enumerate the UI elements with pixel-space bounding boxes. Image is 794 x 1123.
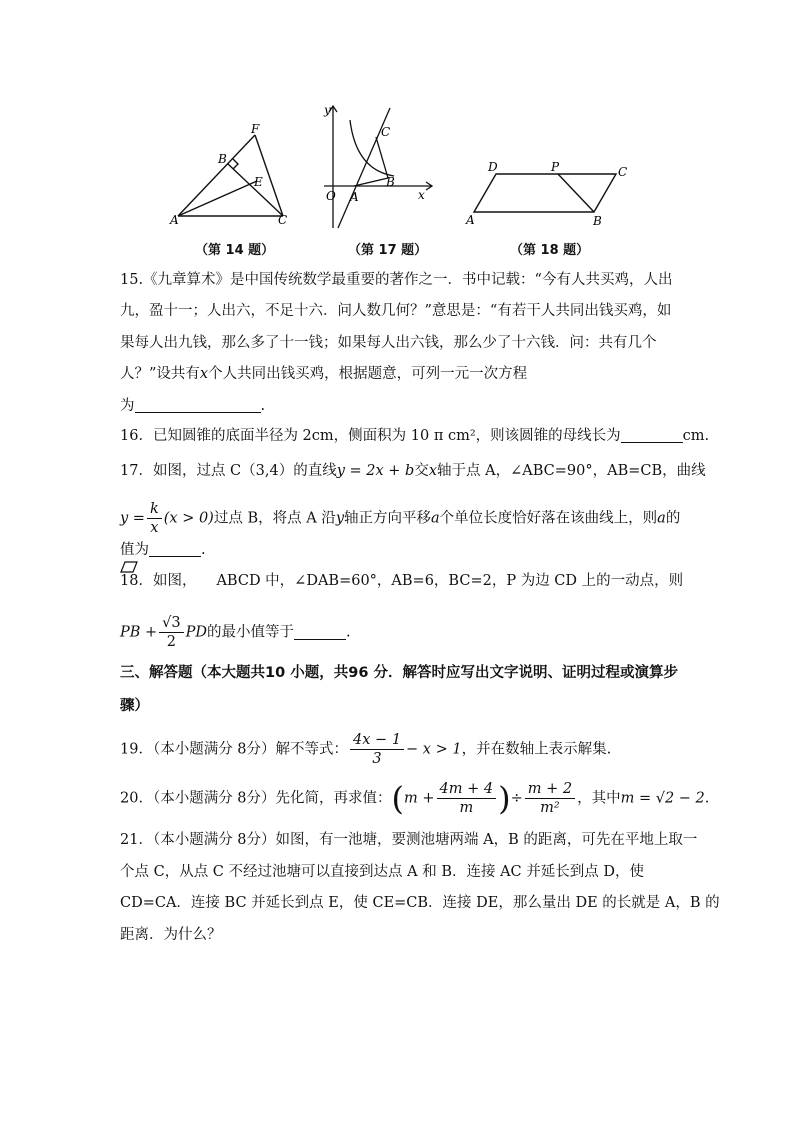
q19-inequality: − x > 1	[406, 741, 462, 758]
q20-text: ，其中	[577, 790, 621, 807]
label-C: C	[381, 125, 391, 139]
q17-a: a	[431, 510, 440, 527]
q16-answer-blank[interactable]	[621, 426, 683, 443]
label-D: D	[488, 160, 498, 174]
label-x: x	[418, 188, 425, 202]
label-F: F	[251, 122, 260, 136]
q15-line2: 九，盈十一；人出六，不足十六．问人数几何？”意思是：“有若干人共同出钱买鸡，如	[120, 303, 672, 319]
q15-line3: 果每人出九钱，那么多了十一钱；如果每人出六钱，那么少了十六钱．问：共有几个	[120, 335, 657, 351]
q17-equation: y = 2x + b	[336, 463, 415, 479]
q21-line1: 21．（本小题满分 8分）如图，有一池塘，要测池塘两端 A，B 的距离，可先在平地上取一	[120, 832, 698, 848]
figure-18	[462, 158, 634, 228]
fraction-numerator: m + 2	[525, 780, 575, 799]
segment-CB	[376, 137, 388, 178]
section3-heading-cont: 骤）	[120, 698, 149, 714]
q18-fraction-sqrt3-over-2	[159, 614, 183, 651]
q17-text: 轴于点 A，∠ABC=90°，AB=CB，曲线	[437, 463, 706, 479]
fraction-denominator: x	[150, 520, 159, 536]
segment-AF	[178, 135, 255, 216]
q21-line2: 个点 C，从点 C 不经过池塘可以直接到达点 A 和 B．连接 AC 并延长到点 D，使	[120, 864, 644, 880]
fraction-denominator: 3	[372, 751, 382, 767]
label-C: C	[618, 165, 628, 179]
label-C: C	[278, 213, 288, 227]
left-paren: (	[391, 779, 405, 818]
caption-14: （第 14 题）	[195, 243, 275, 258]
q17-curve-y: y =	[120, 510, 145, 527]
q17-condition: (x > 0)	[163, 510, 214, 527]
q18-text: 18．如图，	[120, 573, 197, 589]
figure-14	[168, 120, 298, 230]
q18-text: 的最小值等于	[207, 624, 295, 641]
label-B: B	[593, 214, 602, 228]
q17-text: 的	[665, 510, 681, 527]
q16-text: 16．已知圆锥的底面半径为 2cm，侧面积为 10 π cm²，则该圆锥的母线长为	[120, 428, 621, 444]
q18-pb: PB +	[120, 624, 158, 641]
q21-line4: 距离．为什么？	[120, 927, 222, 943]
segment-PB	[558, 174, 594, 212]
q17-text: 值为	[120, 542, 149, 558]
q17-answer-blank[interactable]	[149, 540, 201, 557]
q15-line4	[120, 364, 527, 384]
segment-AE	[178, 181, 257, 216]
q17-text: 交	[414, 463, 429, 479]
q19-text: 19．（本小题满分 8分）解不等式：	[120, 741, 349, 758]
q18-line1	[120, 571, 683, 591]
label-O: O	[326, 189, 336, 203]
q17-x: x	[428, 463, 438, 479]
q17-text: 个单位长度恰好落在该曲线上，则	[439, 510, 658, 527]
q17-text: 轴正方向平移	[344, 510, 432, 527]
q20-m: m +	[404, 790, 435, 807]
q21-line3: CD=CA．连接 BC 并延长到点 E，使 CE=CB．连接 DE，那么量出 DE 的长就是 A，B 的	[120, 895, 720, 911]
q17-line1	[120, 461, 706, 481]
label-A: A	[350, 190, 359, 204]
q20-condition: m = √2 − 2	[620, 790, 705, 807]
label-B: B	[218, 152, 227, 166]
q17-text: 过点 B，将点 A 沿	[213, 510, 336, 527]
q15-answer-blank[interactable]	[135, 396, 261, 413]
q19-text: ，并在数轴上表示解集.	[461, 741, 612, 758]
label-E: E	[254, 175, 263, 189]
fraction-denominator: m	[459, 800, 474, 816]
label-P: P	[551, 160, 560, 174]
fraction-numerator: 4x − 1	[350, 731, 404, 750]
q20-div: ÷	[510, 790, 523, 807]
q18-pd: PD	[185, 624, 208, 641]
q17-text: 17．如图，过点 C（3,4）的直线	[120, 463, 337, 479]
q15-text: 人？”设共有	[120, 366, 200, 382]
q16-unit: cm.	[682, 428, 710, 444]
label-A: A	[466, 213, 475, 227]
q20-text: 20．（本小题满分 8分）先化简，再求值：	[120, 790, 392, 807]
q17-fraction-k-over-x	[147, 500, 162, 537]
q17-a: a	[657, 510, 666, 527]
q15-line1: 15.《九章算术》是中国传统数学最重要的著作之一．书中记载：“今有人共买鸡，人出	[120, 272, 673, 288]
fraction-denominator: m²	[540, 800, 560, 816]
parallelogram-ABCD	[474, 174, 616, 212]
q16-line	[120, 426, 709, 446]
q20-period: .	[704, 790, 710, 807]
q18-period: .	[346, 624, 351, 641]
fraction-numerator: √3	[159, 614, 183, 633]
q20-fraction1	[437, 780, 497, 817]
figure-17	[320, 100, 438, 232]
q18-line2	[120, 614, 351, 651]
section3-heading: 三、解答题（本大题共10 小题，共96 分．解答时应写出文字说明、证明过程或演算步	[120, 665, 678, 681]
label-y: y	[324, 103, 331, 117]
fraction-denominator: 2	[166, 634, 177, 650]
q15-period: .	[260, 398, 266, 414]
q20-fraction2	[525, 780, 575, 817]
label-B: B	[386, 175, 395, 189]
right-angle-mark	[233, 159, 238, 169]
q17-line3	[120, 540, 206, 560]
q15-text: 个人共同出钱买鸡，根据题意，可列一元一次方程	[208, 366, 528, 382]
q15-line5	[120, 396, 265, 416]
q20-line	[120, 780, 709, 817]
q18-text: ABCD 中，∠DAB=60°，AB=6，BC=2，P 为边 CD 上的一动点，则	[216, 573, 684, 589]
fraction-numerator: 4m + 4	[437, 780, 497, 799]
q17-line2	[120, 500, 680, 537]
fraction-numerator: k	[147, 500, 162, 519]
q17-y: y	[335, 510, 345, 527]
q19-line	[120, 731, 611, 768]
q19-fraction	[350, 731, 404, 768]
q18-answer-blank[interactable]	[294, 623, 346, 640]
q15-var-x: x	[199, 366, 209, 382]
label-A: A	[170, 213, 179, 227]
q15-text: 为	[120, 398, 135, 414]
q17-period: .	[201, 542, 206, 558]
right-paren: )	[498, 779, 511, 818]
caption-18: （第 18 题）	[510, 243, 590, 258]
caption-17: （第 17 题）	[348, 243, 428, 258]
